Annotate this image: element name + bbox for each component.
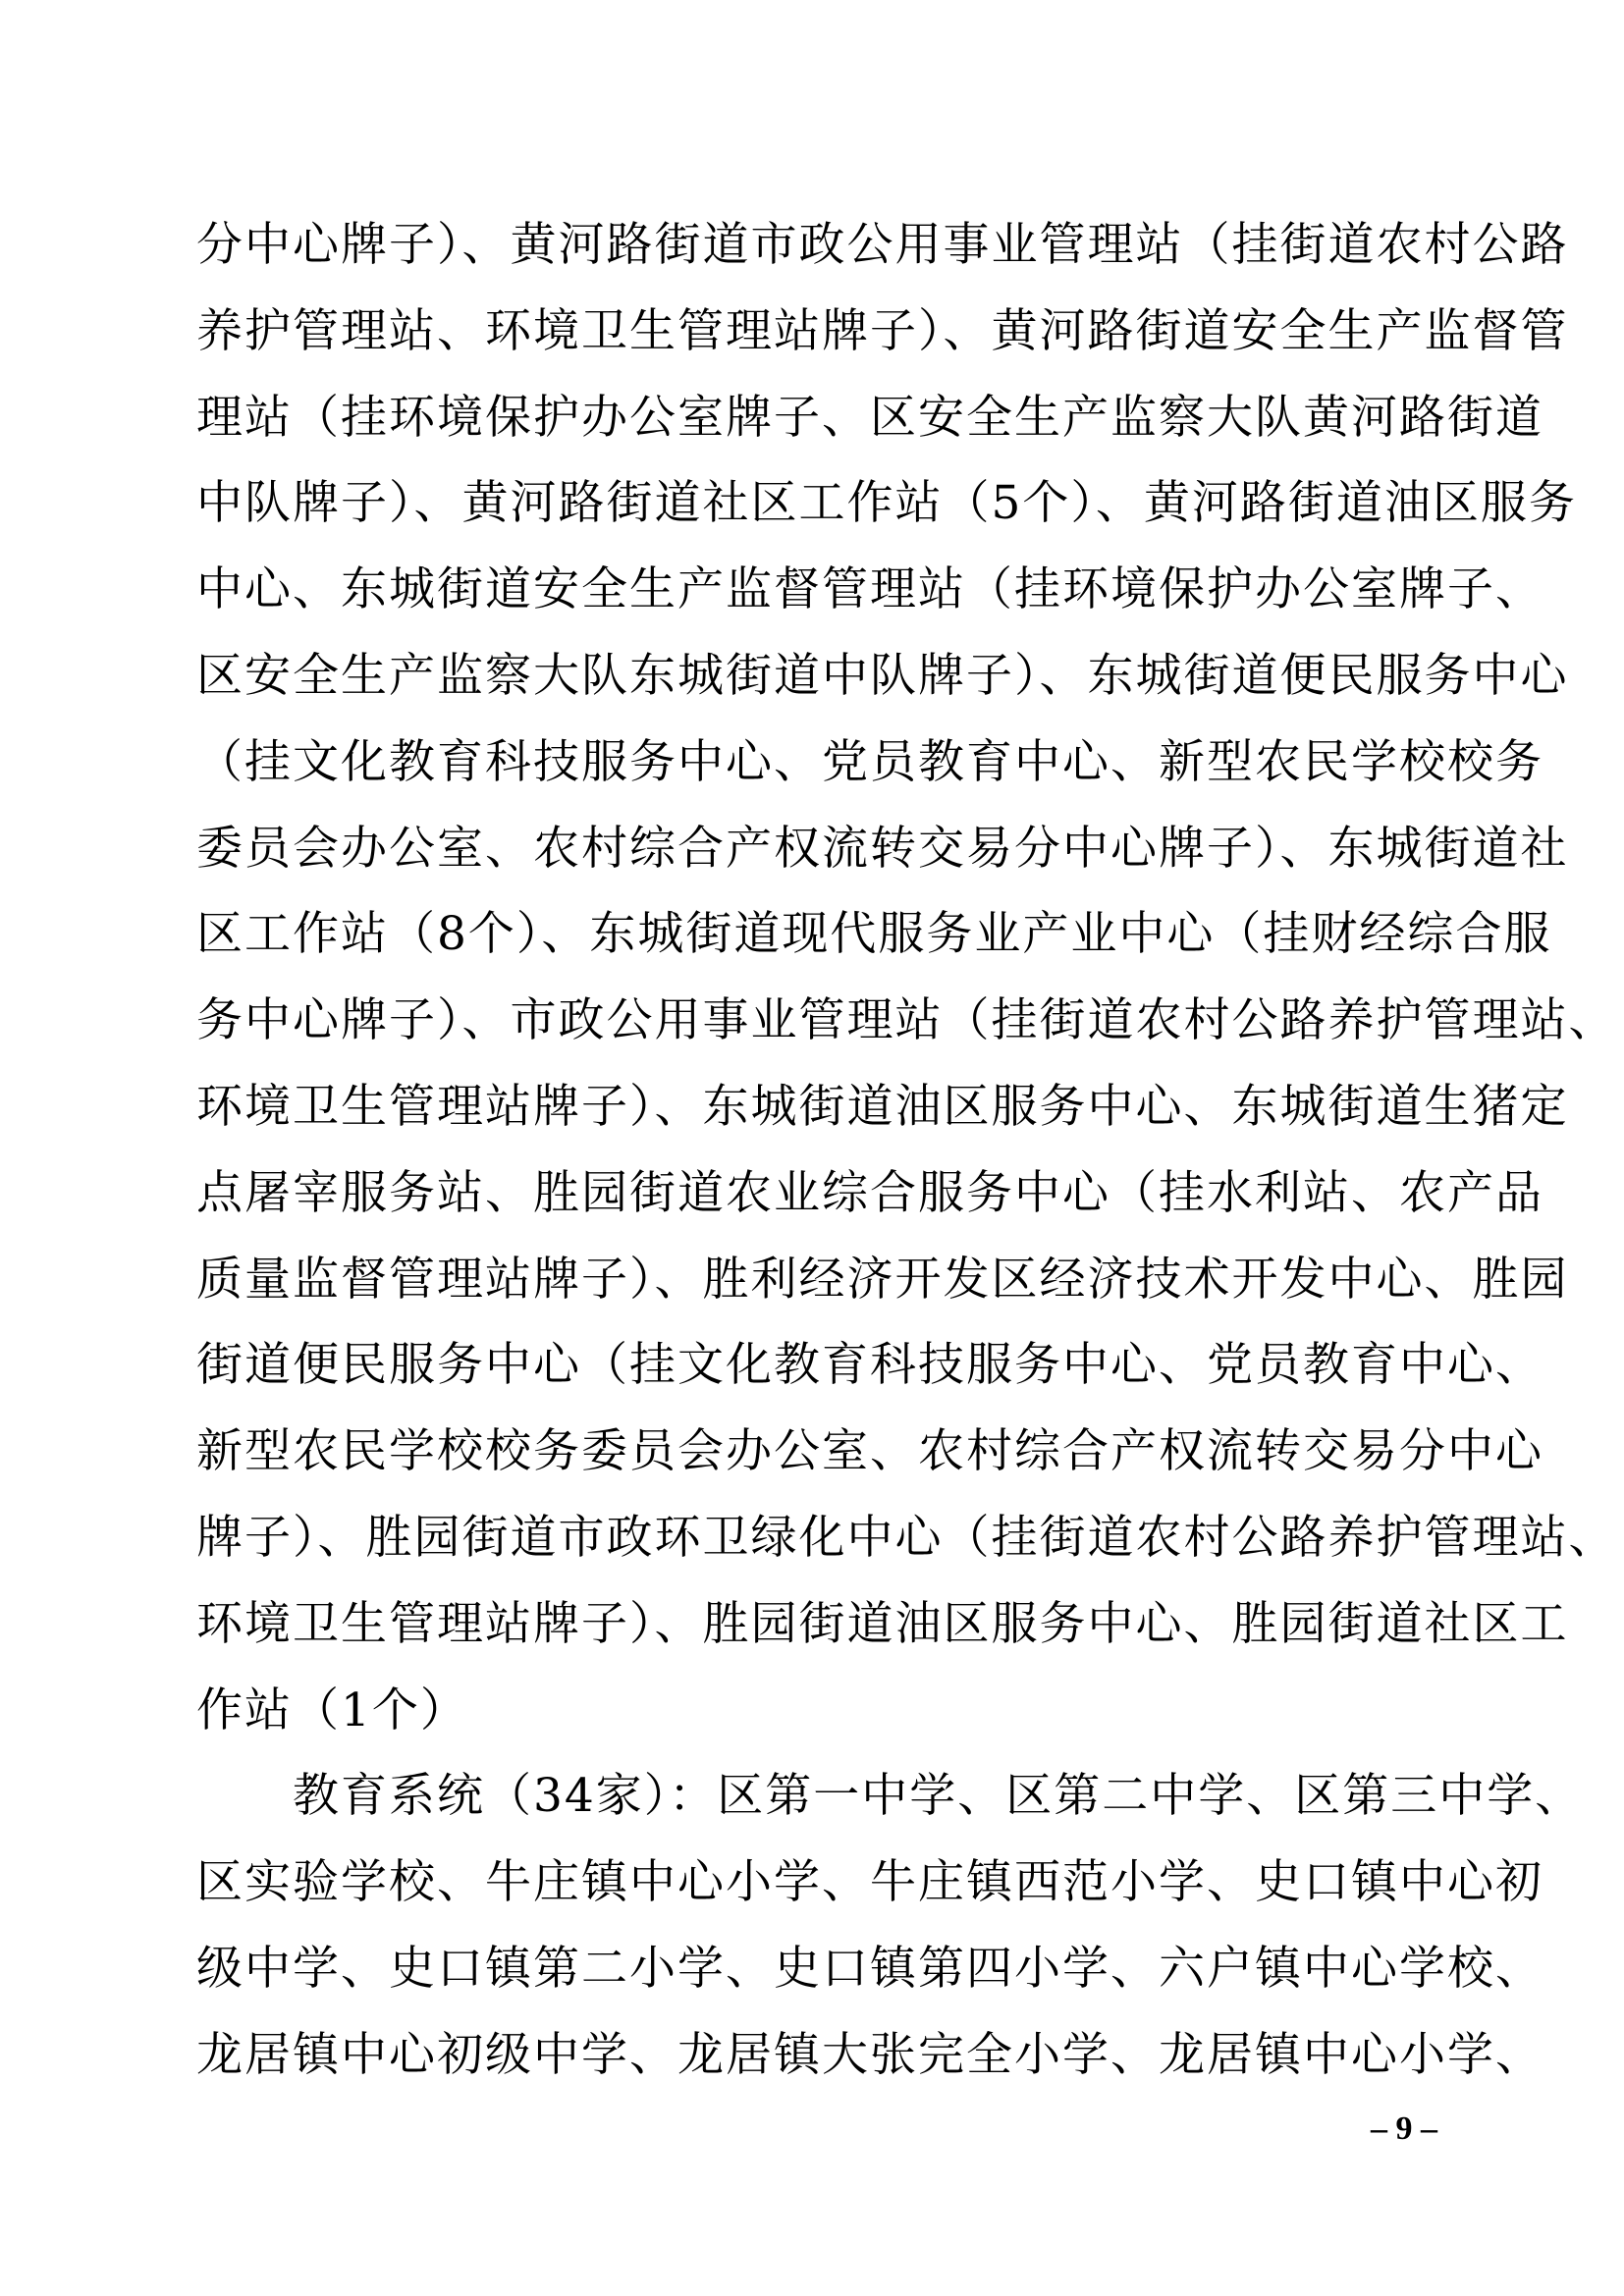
text-line: 龙居镇中心初级中学、龙居镇大张完全小学、龙居镇中心小学、 (196, 2027, 1543, 2082)
paragraph-start-line: 教育系统（34家）：区第一中学、区第二中学、区第三中学、 (196, 1769, 1584, 1824)
text-line: 务中心牌子）、市政公用事业管理站（挂街道农村公路养护管理站、 (196, 993, 1617, 1048)
text-line: 街道便民服务中心（挂文化教育科技服务中心、党员教育中心、 (196, 1338, 1543, 1393)
text-line: 区实验学校、牛庄镇中心小学、牛庄镇西范小学、史口镇中心初 (196, 1855, 1543, 1910)
text-line: 环境卫生管理站牌子）、胜园街道油区服务中心、胜园街道社区工 (196, 1596, 1569, 1651)
text-line: 理站（挂环境保护办公室牌子、区安全生产监察大队黄河路街道 (196, 390, 1543, 445)
text-line: 养护管理站、环境卫生管理站牌子）、黄河路街道安全生产监督管 (196, 303, 1569, 358)
body-text (196, 202, 1617, 2099)
text-line: 点屠宰服务站、胜园街道农业综合服务中心（挂水利站、农产品 (196, 1165, 1543, 1220)
text-line: 质量监督管理站牌子）、胜利经济开发区经济技术开发中心、胜园 (196, 1252, 1569, 1307)
text-line: 委员会办公室、农村综合产权流转交易分中心牌子）、东城街道社 (196, 821, 1569, 876)
text-line: 牌子）、胜园街道市政环卫绿化中心（挂街道农村公路养护管理站、 (196, 1510, 1617, 1565)
text-line: 级中学、史口镇第二小学、史口镇第四小学、六户镇中心学校、 (196, 1941, 1543, 1996)
text-line: （挂文化教育科技服务中心、党员教育中心、新型农民学校校务 (196, 734, 1543, 789)
text-line: 中队牌子）、黄河路街道社区工作站（5个）、黄河路街道油区服务 (196, 476, 1577, 531)
page-number: – 9 – (1371, 2110, 1437, 2147)
text-line: 新型农民学校校务委员会办公室、农村综合产权流转交易分中心 (196, 1424, 1543, 1479)
text-line: 中心、东城街道安全生产监督管理站（挂环境保护办公室牌子、 (196, 562, 1543, 617)
text-line: 环境卫生管理站牌子）、东城街道油区服务中心、东城街道生猪定 (196, 1079, 1569, 1134)
text-line: 区安全生产监察大队东城街道中队牌子）、东城街道便民服务中心 (196, 648, 1569, 703)
text-line: 区工作站（8个）、东城街道现代服务业产业中心（挂财经综合服 (196, 907, 1552, 962)
text-line: 分中心牌子）、黄河路街道市政公用事业管理站（挂街道农村公路 (196, 218, 1569, 272)
text-line: 作站（1个） (196, 1682, 468, 1737)
